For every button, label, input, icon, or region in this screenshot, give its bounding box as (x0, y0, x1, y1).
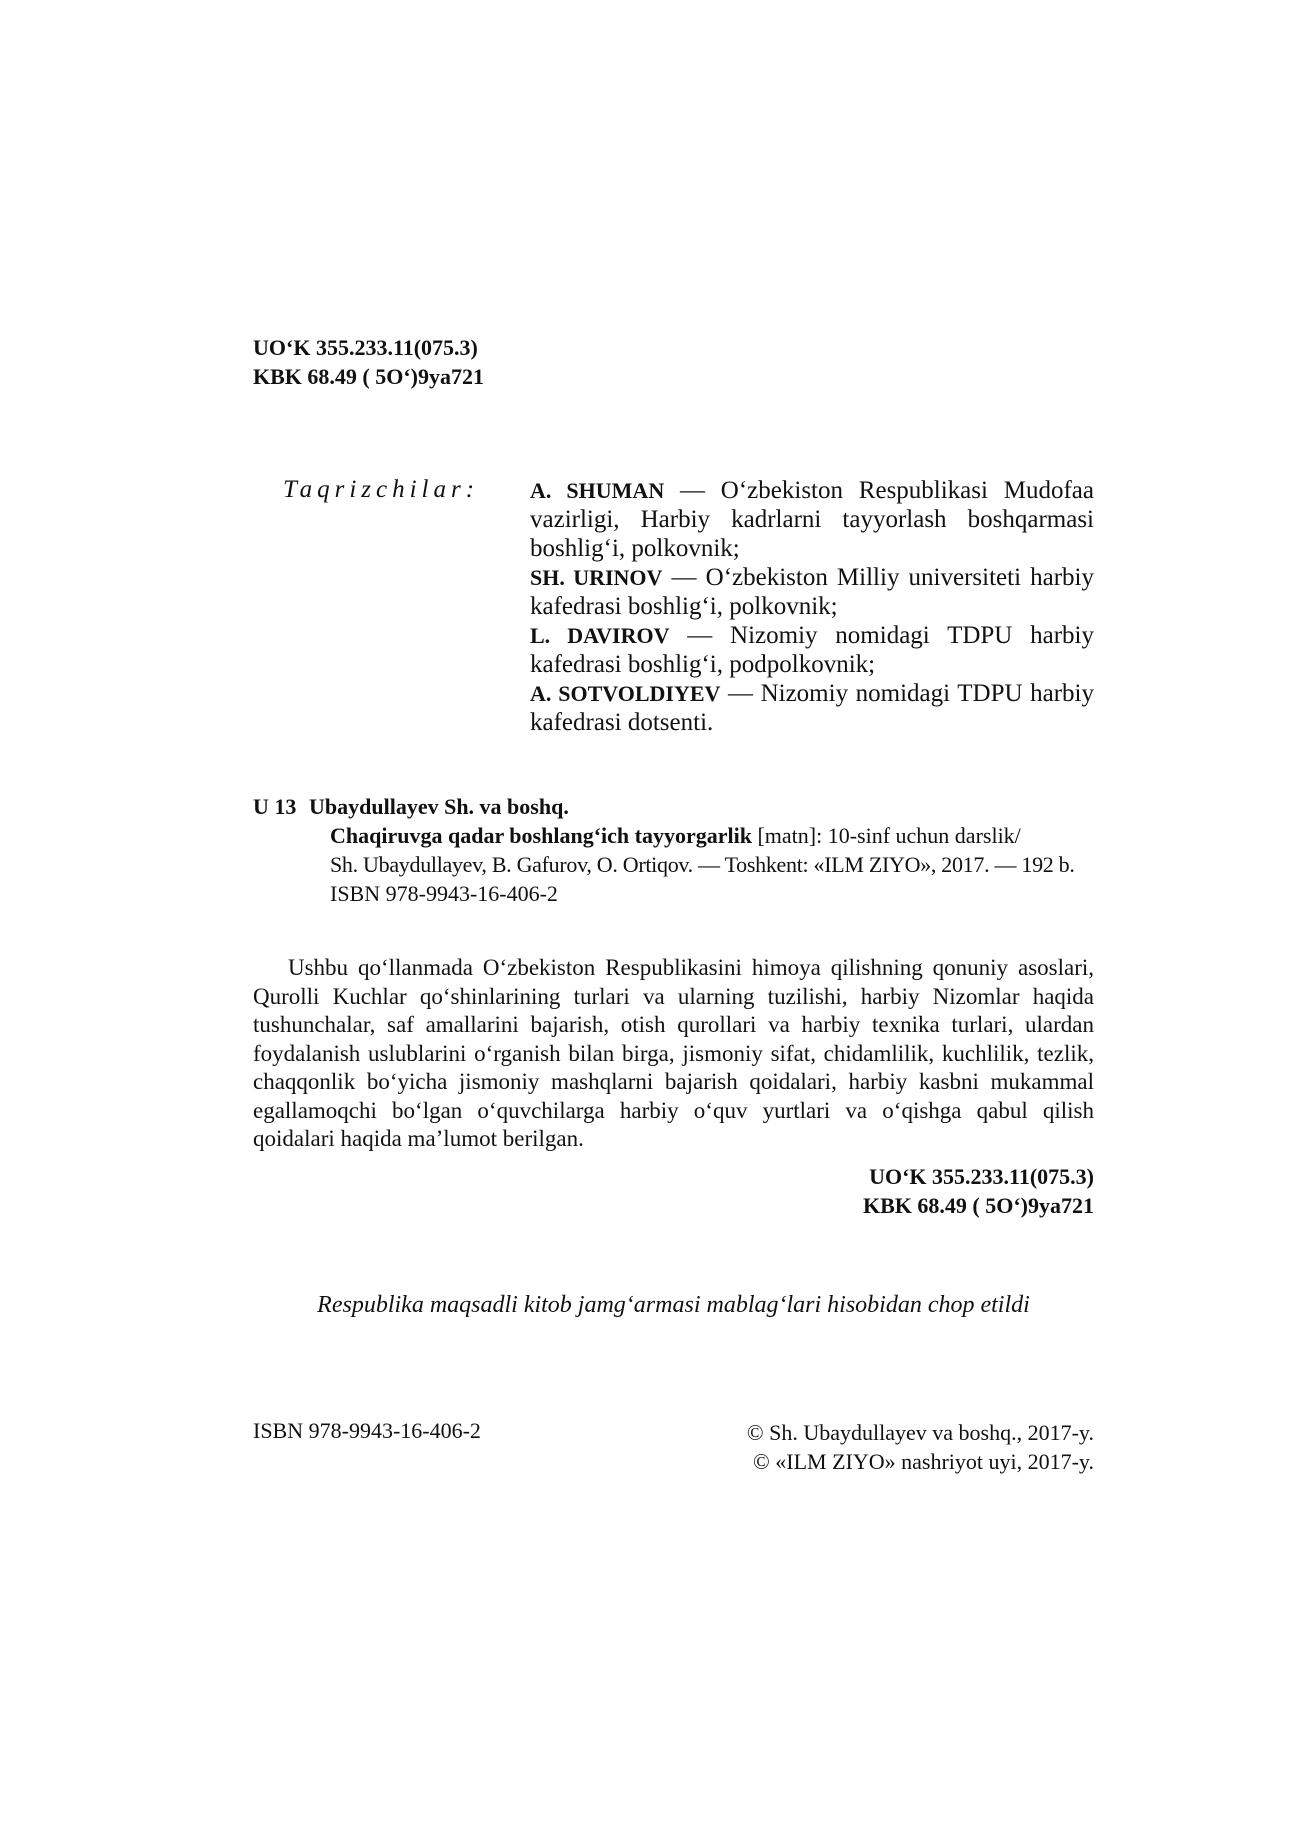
udk-header-block (253, 333, 484, 391)
catalog-title: Chaqiruvga qadar boshlang‘ich tayyorgarlik (330, 823, 752, 848)
catalog-code: U 13 (253, 794, 297, 819)
catalog-publication: Sh. Ubaydullayev, B. Gafurov, O. Ortiqov. — Toshkent: «ILM ZIYO», 2017. — 192 b. (330, 852, 1075, 877)
udk-footer-block (863, 1162, 1094, 1220)
reviewer-description: — Nizomiy nomidagi TDPU harbiy kafedrasi dotsenti. (530, 680, 1094, 736)
reviewer-description: — O‘zbekiston Respublikasi Mudofaa vazirligi, Harbiy kadrlarni tayyorlash boshqarmasi boshlig‘i, polkovnik; (530, 477, 1094, 562)
reviewer-name: L. DAVIROV (530, 623, 670, 648)
catalog-title-line (330, 821, 1096, 850)
reviewers-list (530, 476, 1094, 737)
uok-code: UO‘K 355.233.11(075.3) (253, 335, 478, 360)
uok-code: UO‘K 355.233.11(075.3) (869, 1164, 1094, 1189)
kbk-code: KBK 68.49 ( 5O‘)9ya721 (253, 364, 484, 389)
copyright-block (747, 1418, 1094, 1476)
catalog-heading (253, 792, 1096, 821)
catalog-body (330, 821, 1096, 908)
reviewer-description: — Nizomiy nomidagi TDPU harbiy kafedrasi boshlig‘i, podpolkovnik; (530, 622, 1094, 678)
reviewer-name: A. SOTVOLDIYEV (530, 681, 721, 706)
copyright-publisher: © «ILM ZIYO» nashriyot uyi, 2017-y. (753, 1449, 1094, 1474)
footer-isbn: ISBN 978-9943-16-406-2 (253, 1418, 481, 1443)
catalog-isbn: ISBN 978-9943-16-406-2 (330, 881, 558, 906)
reviewer-name: A. SHUMAN (530, 478, 665, 503)
reviewer-name: SH. URINOV (530, 565, 663, 590)
copyright-authors: © Sh. Ubaydullayev va boshq., 2017-y. (746, 1420, 1094, 1445)
catalog-author: Ubaydullayev Sh. va boshq. (309, 794, 569, 819)
reviewers-label: Taqrizchilar: (283, 476, 480, 503)
reviewer-description: — O‘zbekiston Milliy universiteti harbiy kafedrasi boshlig‘i, polkovnik; (530, 564, 1094, 620)
catalog-title-rest: [matn]: 10-sinf uchun darslik/ (751, 823, 1021, 848)
abstract-paragraph: Ushbu qo‘llanmada O‘zbekiston Respublikasini himoya qilishning qonuniy asoslari, Qurolli Kuchlar qo‘shinlarining turlari va ularning tuzilishi, harbiy Nizomlar haqida tushunchalar, saf amallarini bajarish, otish qurollari va harbiy texnika turlari, ulardan foydalanish uslublarini o‘rganish bilan birga, jismoniy sifat, chidamlilik, kuchlilik, tezlik, chaqqonlik bo‘yicha jismoniy mashqlarni bajarish qoidalari, harbiy kasbni mukammal egallamoqchi bo‘lgan o‘quvchilarga harbiy o‘quv yurtlari va o‘qishga qabul qilish qoidalari haqida ma’lumot berilgan. (253, 955, 1094, 1151)
reviewer-entry (530, 679, 1094, 737)
funding-note: Respublika maqsadli kitob jamg‘armasi mablag‘lari hisobidan chop etildi (317, 1292, 1030, 1318)
reviewer-entry (530, 621, 1094, 679)
kbk-code: KBK 68.49 ( 5O‘)9ya721 (863, 1193, 1094, 1218)
reviewer-entry (530, 476, 1094, 563)
catalog-record (253, 792, 1096, 908)
reviewer-entry (530, 563, 1094, 621)
